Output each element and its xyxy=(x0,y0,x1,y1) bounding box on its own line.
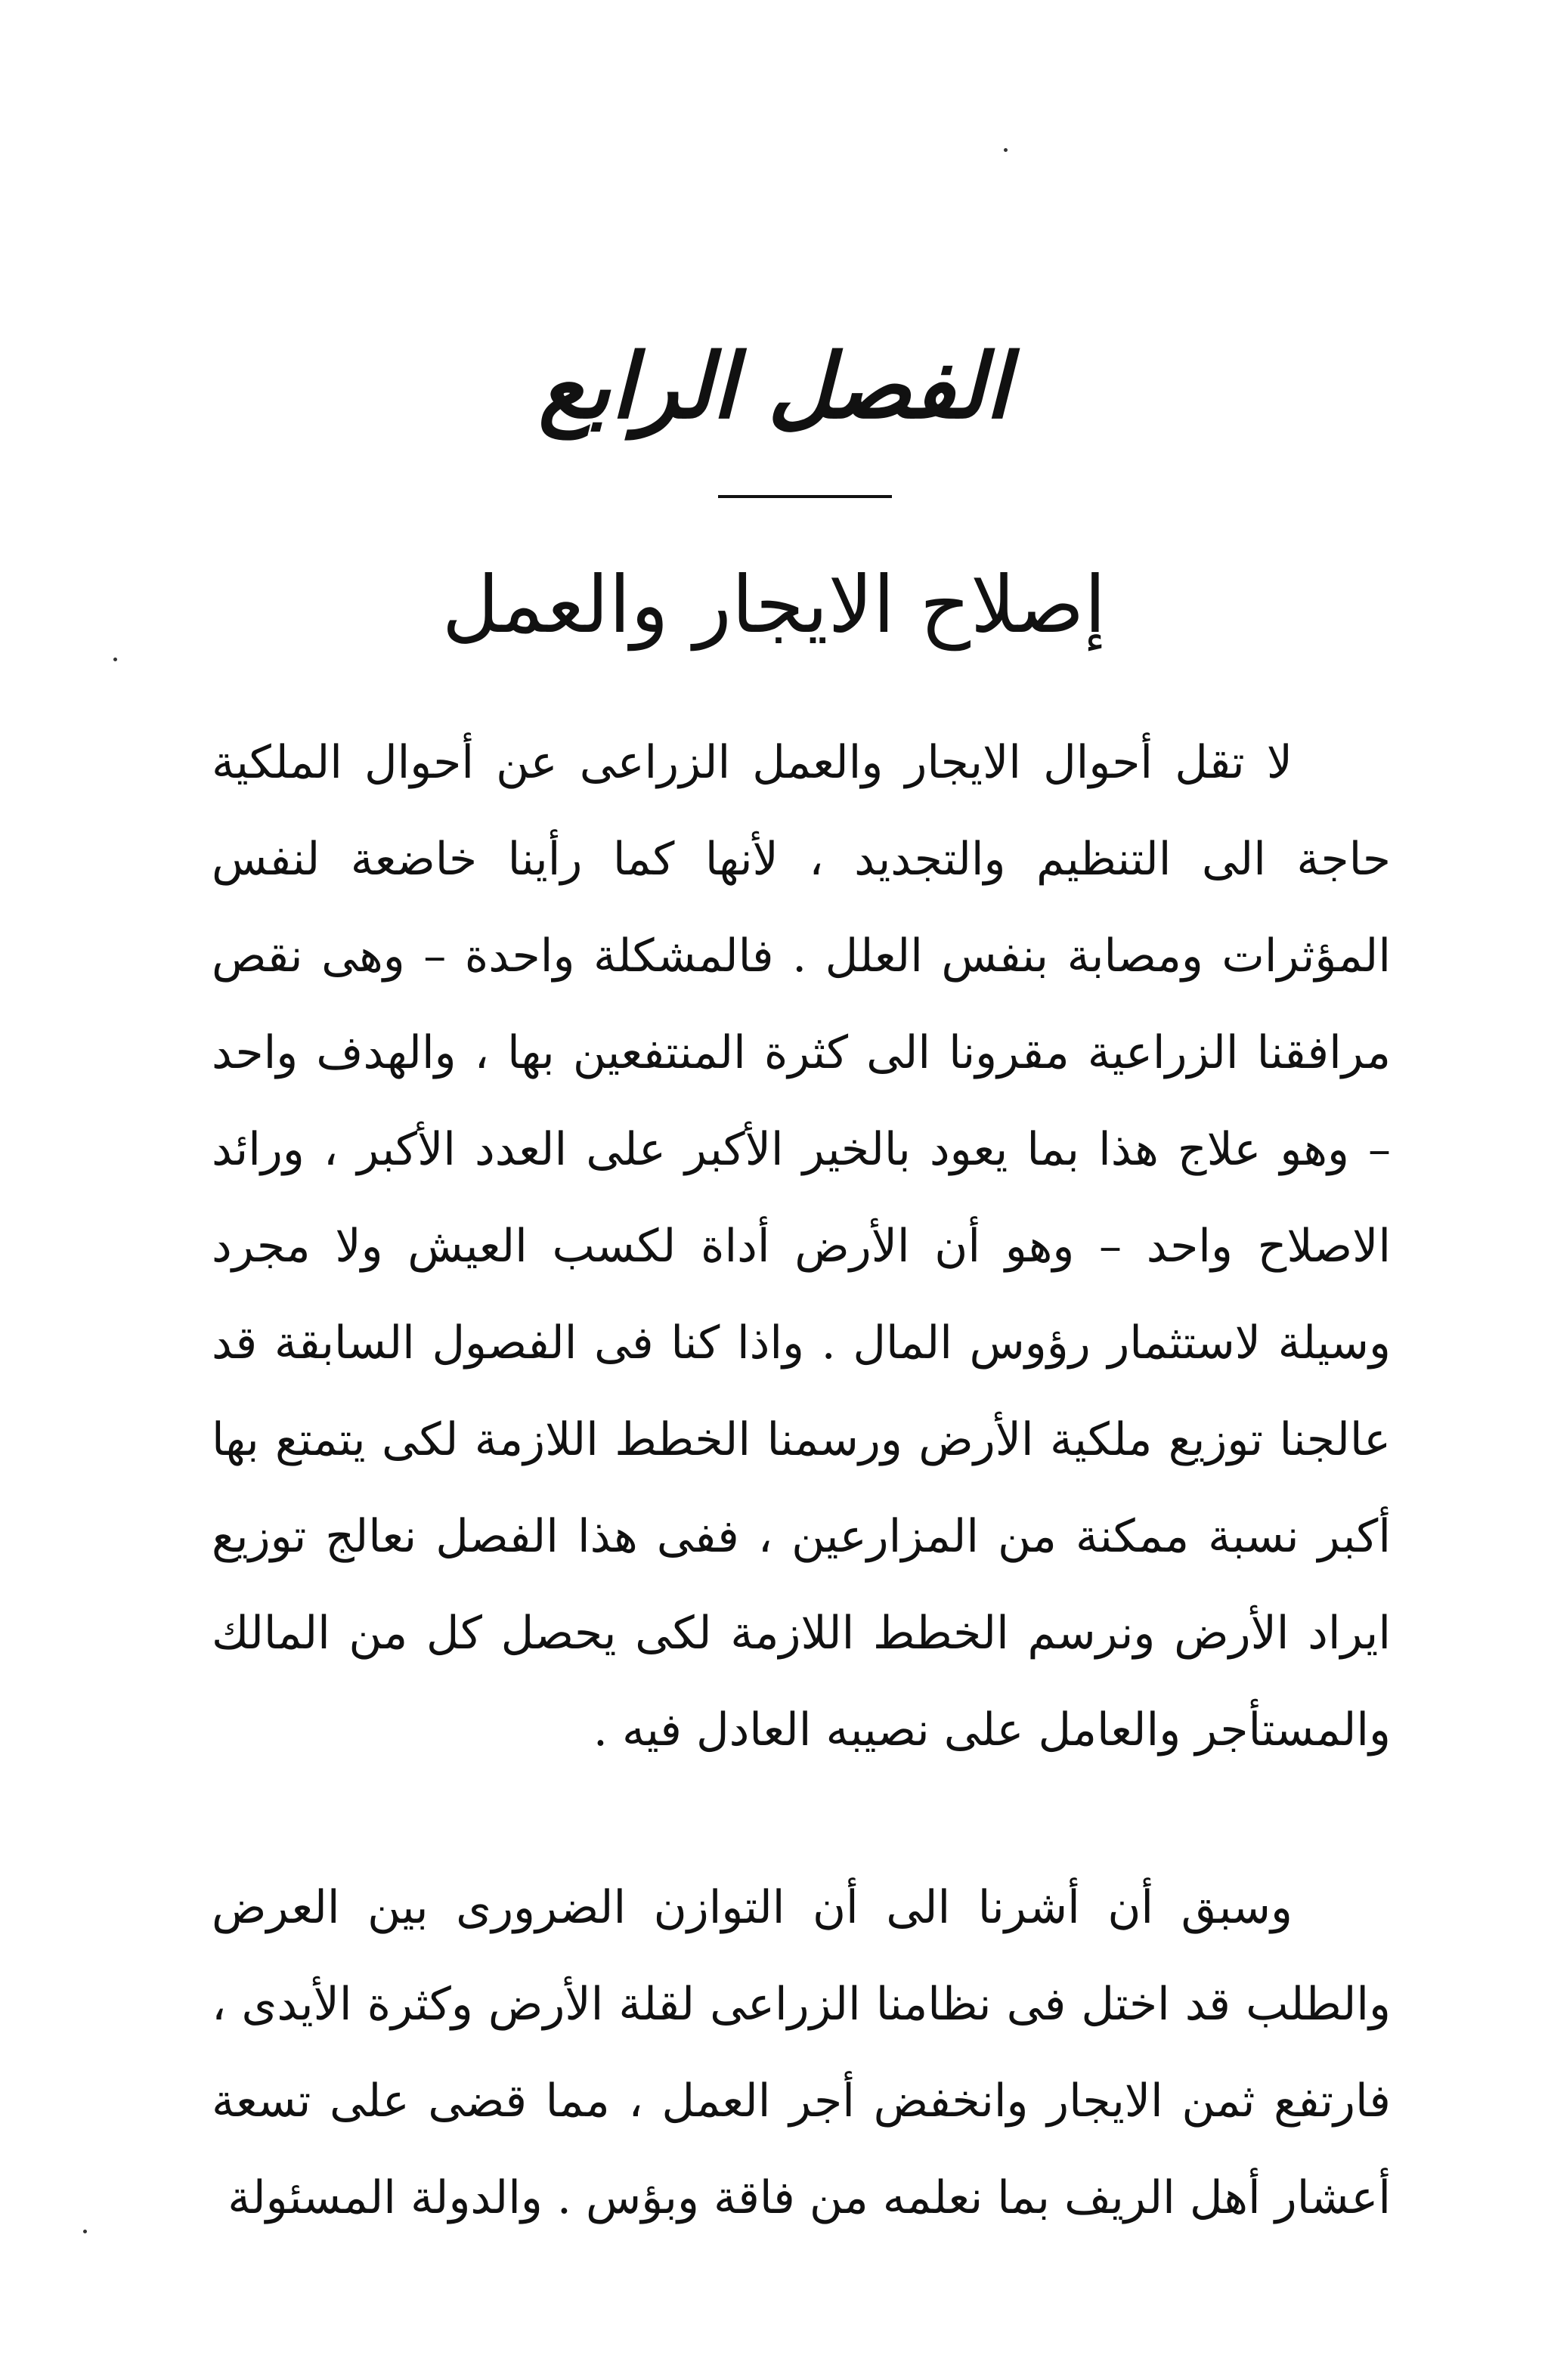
paragraph-1: لا تقل أحوال الايجار والعمل الزراعى عن أحوال الملكية حاجة الى التنظيم والتجديد ، لأنها كما رأينا خاضعة لنفس المؤثرات ومصابة بنفس العلل . فالمشكلة واحدة – وهى نقص مرافقنا الزراعية مقرونا الى كثرة المنتفعين بها ، والهدف واحد – وهو علاج هذا بما يعود بالخير الأكبر على العدد الأكبر ، ورائد الاصلاح واحد – وهو أن الأرض أداة لكسب العيش ولا مجرد وسيلة لاستثمار رؤوس المال . واذا كنا فى الفصول السابقة قد عالجنا توزيع ملكية الأرض ورسمنا الخطط اللازمة لكى يتمتع بها أكبر نسبة ممكنة من المزارعين ، ففى هذا الفصل نعالج توزيع ايراد الأرض ونرسم الخطط اللازمة لكى يحصل كل من المالك والمستأجر والعامل على نصيبه العادل فيه . xyxy=(212,736,1391,1756)
paragraph-2: وسبق أن أشرنا الى أن التوازن الضرورى بين العرض والطلب قد اختل فى نظامنا الزراعى لقلة الأرض وكثرة الأيدى ، فارتفع ثمن الايجار وانخفض أجر العمل ، مما قضى على تسعة أعشار أهل الريف بما نعلمه من فاقة وبؤس . والدولة المسئولة xyxy=(212,1881,1391,2224)
chapter-heading: الفصل الرابع xyxy=(538,333,1010,438)
section-title: إصلاح الايجار والعمل xyxy=(441,559,1107,651)
scan-speck xyxy=(113,658,117,661)
scan-speck xyxy=(1004,148,1008,152)
heading-divider xyxy=(718,495,892,498)
scan-speck xyxy=(83,2230,87,2233)
